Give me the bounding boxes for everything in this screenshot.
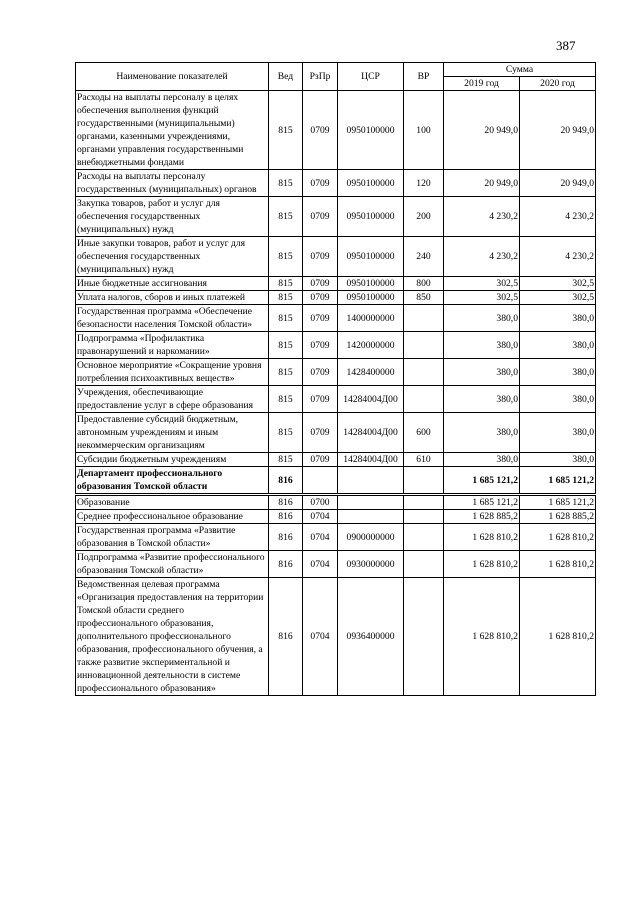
cell-y2019: 380,0: [444, 359, 520, 386]
table-row: [76, 495, 596, 510]
cell-rzpr: 0709: [303, 237, 338, 277]
cell-vr: [404, 551, 444, 578]
cell-y2019: 1 628 810,2: [444, 578, 520, 696]
table-row: [76, 91, 596, 170]
cell-name: Расходы на выплаты персоналу государственных (муниципальных) органов: [76, 170, 269, 197]
cell-vr: 600: [404, 413, 444, 453]
cell-ved: 816: [269, 510, 303, 524]
cell-csr: 1420000000: [338, 332, 404, 359]
cell-name: Иные бюджетные ассигнования: [76, 277, 269, 291]
table-row: [76, 237, 596, 277]
cell-name: Подпрограмма «Профилактика правонарушений и наркомании»: [76, 332, 269, 359]
cell-rzpr: [303, 467, 338, 495]
cell-csr: 0950100000: [338, 197, 404, 237]
cell-name: Департамент профессионального образования Томской области: [76, 467, 269, 495]
table-row: [76, 413, 596, 453]
cell-csr: 0950100000: [338, 237, 404, 277]
cell-vr: 850: [404, 291, 444, 305]
cell-name: Ведомственная целевая программа «Организация предоставления на территории Томской области среднего профессионального образования, дополнительного профессионального образования, профессионального обучения, а также развитие экспериментальной и инновационной деятельности в системе профессионального образования»: [76, 578, 269, 696]
cell-rzpr: 0709: [303, 197, 338, 237]
cell-name: Образование: [76, 495, 269, 510]
cell-ved: 815: [269, 413, 303, 453]
cell-rzpr: 0709: [303, 170, 338, 197]
cell-name: Государственная программа «Развитие образования в Томской области»: [76, 524, 269, 551]
cell-y2020: 380,0: [520, 332, 596, 359]
cell-rzpr: 0700: [303, 495, 338, 510]
cell-vr: [404, 305, 444, 332]
cell-rzpr: 0709: [303, 413, 338, 453]
cell-y2020: 302,5: [520, 291, 596, 305]
header-ved: Вед: [269, 63, 303, 91]
cell-csr: 1400000000: [338, 305, 404, 332]
cell-y2020: 380,0: [520, 359, 596, 386]
cell-y2019: 302,5: [444, 291, 520, 305]
cell-csr: 0950100000: [338, 91, 404, 170]
cell-ved: 815: [269, 91, 303, 170]
cell-rzpr: 0704: [303, 524, 338, 551]
cell-csr: 0950100000: [338, 291, 404, 305]
header-2019: 2019 год: [444, 77, 520, 91]
cell-y2020: 380,0: [520, 413, 596, 453]
cell-rzpr: 0709: [303, 277, 338, 291]
cell-name: Подпрограмма «Развитие профессионального образования Томской области»: [76, 551, 269, 578]
cell-vr: 610: [404, 453, 444, 467]
cell-rzpr: 0709: [303, 332, 338, 359]
cell-csr: 0936400000: [338, 578, 404, 696]
cell-ved: 815: [269, 277, 303, 291]
header-name: Наименование показателей: [76, 63, 269, 91]
cell-csr: 14284004Д00: [338, 453, 404, 467]
header-sum: Сумма: [444, 63, 596, 77]
cell-ved: 816: [269, 495, 303, 510]
cell-vr: [404, 332, 444, 359]
header-rzpr: РзПр: [303, 63, 338, 91]
cell-csr: 0930000000: [338, 551, 404, 578]
cell-ved: 815: [269, 197, 303, 237]
cell-vr: [404, 510, 444, 524]
cell-vr: [404, 386, 444, 413]
cell-ved: 816: [269, 551, 303, 578]
cell-name: Субсидии бюджетным учреждениям: [76, 453, 269, 467]
cell-vr: [404, 495, 444, 510]
cell-vr: [404, 578, 444, 696]
table-row: [76, 524, 596, 551]
cell-y2019: 4 230,2: [444, 237, 520, 277]
cell-y2020: 4 230,2: [520, 197, 596, 237]
table-row: [76, 359, 596, 386]
cell-name: Иные закупки товаров, работ и услуг для обеспечения государственных (муниципальных) нужд: [76, 237, 269, 277]
header-vr: ВР: [404, 63, 444, 91]
cell-ved: 815: [269, 305, 303, 332]
cell-csr: 0950100000: [338, 277, 404, 291]
cell-vr: 100: [404, 91, 444, 170]
cell-y2020: 1 628 810,2: [520, 524, 596, 551]
cell-y2020: 380,0: [520, 386, 596, 413]
cell-y2019: 4 230,2: [444, 197, 520, 237]
cell-name: Государственная программа «Обеспечение безопасности населения Томской области»: [76, 305, 269, 332]
table-row: [76, 305, 596, 332]
cell-vr: 200: [404, 197, 444, 237]
table-row: [76, 197, 596, 237]
cell-y2020: 1 628 885,2: [520, 510, 596, 524]
cell-y2020: 380,0: [520, 453, 596, 467]
cell-vr: [404, 359, 444, 386]
cell-y2020: 1 628 810,2: [520, 551, 596, 578]
table-row: [76, 467, 596, 495]
cell-y2019: 380,0: [444, 453, 520, 467]
cell-rzpr: 0709: [303, 91, 338, 170]
page-number: 387: [556, 38, 576, 53]
table-row: [76, 551, 596, 578]
cell-name: Учреждения, обеспечивающие предоставление услуг в сфере образования: [76, 386, 269, 413]
cell-y2019: 1 685 121,2: [444, 467, 520, 495]
cell-y2019: 1 628 810,2: [444, 551, 520, 578]
cell-y2020: 302,5: [520, 277, 596, 291]
cell-name: Предоставление субсидий бюджетным, автономным учреждениям и иным некоммерческим организациям: [76, 413, 269, 453]
cell-ved: 815: [269, 453, 303, 467]
cell-name: Закупка товаров, работ и услуг для обеспечения государственных (муниципальных) нужд: [76, 197, 269, 237]
table-row: [76, 386, 596, 413]
cell-csr: [338, 510, 404, 524]
cell-csr: [338, 467, 404, 495]
cell-y2020: 20 949,0: [520, 91, 596, 170]
cell-rzpr: 0709: [303, 291, 338, 305]
cell-rzpr: 0709: [303, 386, 338, 413]
cell-vr: 120: [404, 170, 444, 197]
cell-vr: [404, 467, 444, 495]
cell-y2020: 380,0: [520, 305, 596, 332]
cell-csr: 0900000000: [338, 524, 404, 551]
cell-ved: 815: [269, 291, 303, 305]
header-2020: 2020 год: [520, 77, 596, 91]
cell-y2019: 1 685 121,2: [444, 495, 520, 510]
cell-y2020: 20 949,0: [520, 170, 596, 197]
cell-rzpr: 0704: [303, 510, 338, 524]
cell-y2019: 380,0: [444, 413, 520, 453]
cell-y2019: 302,5: [444, 277, 520, 291]
cell-csr: 0950100000: [338, 170, 404, 197]
cell-rzpr: 0704: [303, 551, 338, 578]
cell-y2019: 380,0: [444, 305, 520, 332]
table-row: [76, 170, 596, 197]
cell-ved: 815: [269, 332, 303, 359]
cell-ved: 815: [269, 359, 303, 386]
cell-y2019: 1 628 885,2: [444, 510, 520, 524]
cell-name: Расходы на выплаты персоналу в целях обеспечения выполнения функций государственными (муниципальными) органами, казенными учреждениями, органами управления государственными внебюджетными фондами: [76, 91, 269, 170]
table-row: [76, 332, 596, 359]
cell-y2019: 380,0: [444, 332, 520, 359]
cell-ved: 815: [269, 386, 303, 413]
header-csr: ЦСР: [338, 63, 404, 91]
table-row: [76, 453, 596, 467]
cell-ved: 815: [269, 170, 303, 197]
cell-rzpr: 0709: [303, 453, 338, 467]
cell-rzpr: 0709: [303, 305, 338, 332]
cell-ved: 816: [269, 578, 303, 696]
cell-ved: 815: [269, 237, 303, 277]
table-row: [76, 277, 596, 291]
cell-vr: 800: [404, 277, 444, 291]
cell-y2020: 4 230,2: [520, 237, 596, 277]
table-row: [76, 578, 596, 696]
cell-y2019: 20 949,0: [444, 170, 520, 197]
cell-name: Среднее профессиональное образование: [76, 510, 269, 524]
cell-csr: 1428400000: [338, 359, 404, 386]
table-row: [76, 291, 596, 305]
cell-vr: 240: [404, 237, 444, 277]
budget-table: [75, 62, 596, 696]
cell-rzpr: 0709: [303, 359, 338, 386]
cell-csr: 14284004Д00: [338, 413, 404, 453]
cell-ved: 816: [269, 524, 303, 551]
cell-y2020: 1 685 121,2: [520, 467, 596, 495]
cell-y2019: 1 628 810,2: [444, 524, 520, 551]
cell-name: Основное мероприятие «Сокращение уровня потребления психоактивных веществ»: [76, 359, 269, 386]
cell-csr: 14284004Д00: [338, 386, 404, 413]
cell-ved: 816: [269, 467, 303, 495]
cell-rzpr: 0704: [303, 578, 338, 696]
cell-vr: [404, 524, 444, 551]
table-row: [76, 510, 596, 524]
cell-y2020: 1 685 121,2: [520, 495, 596, 510]
cell-y2019: 20 949,0: [444, 91, 520, 170]
cell-y2020: 1 628 810,2: [520, 578, 596, 696]
cell-csr: [338, 495, 404, 510]
cell-y2019: 380,0: [444, 386, 520, 413]
cell-name: Уплата налогов, сборов и иных платежей: [76, 291, 269, 305]
